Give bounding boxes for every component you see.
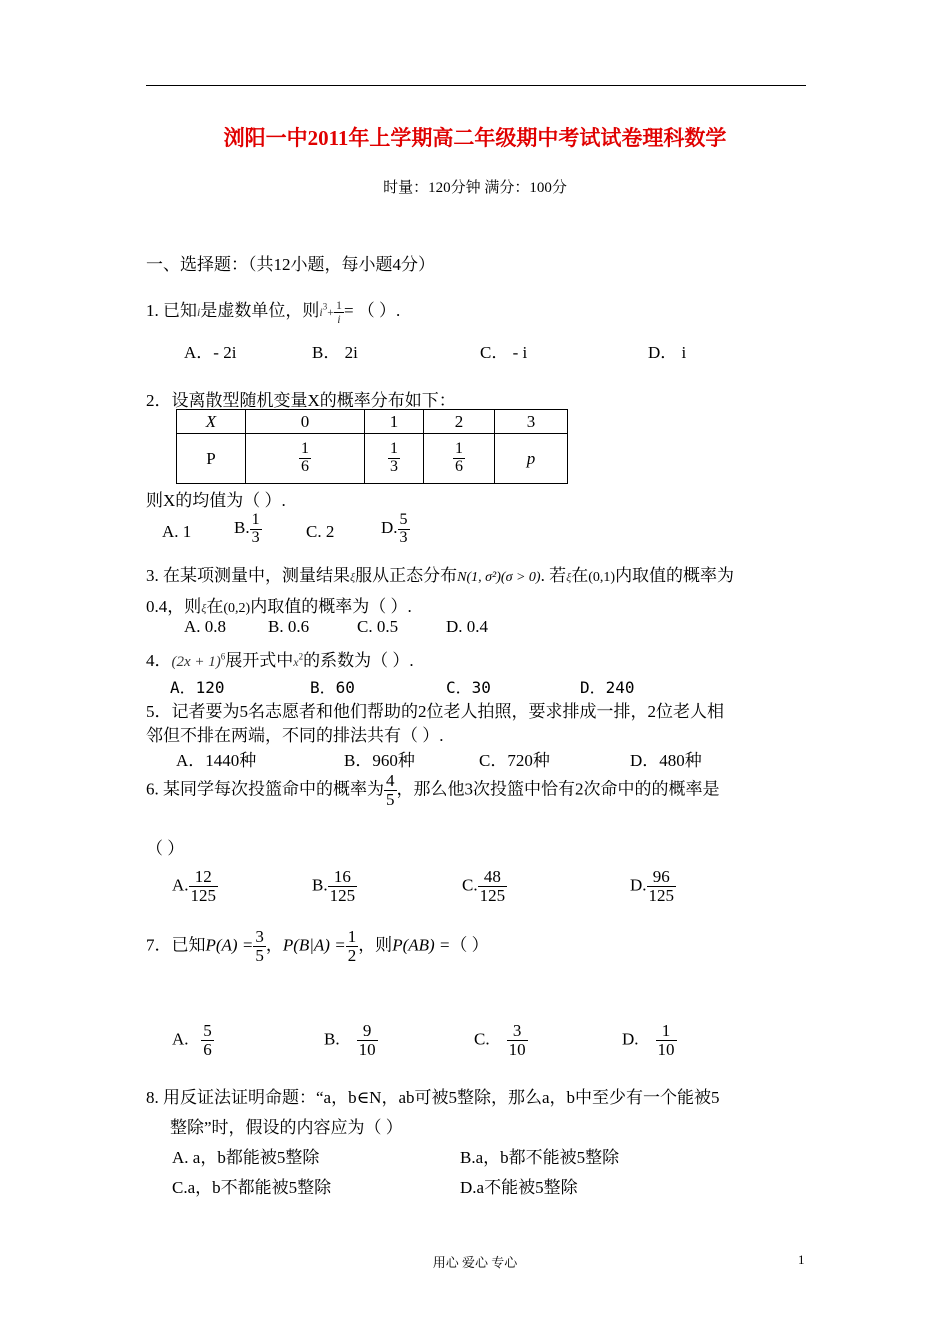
table-cell: p — [495, 434, 568, 484]
q3-option-d[interactable]: D. 0.4 — [446, 617, 489, 636]
q6-prefix: 6. 某同学每次投篮命中的概率为 — [146, 779, 384, 799]
q2-b-num: 1 — [251, 511, 260, 528]
q1-expr-exp: 3 — [322, 301, 328, 312]
xi-symbol: ξ — [566, 570, 572, 584]
option-label: B. — [312, 875, 328, 895]
q3-text: 0.4，则 — [146, 597, 202, 616]
option-num: 12 — [194, 867, 212, 886]
q8-option-d[interactable]: D.a不能被5整除 — [460, 1178, 578, 1197]
q6-option-d[interactable] — [630, 868, 676, 905]
table-cell — [424, 434, 495, 484]
page-number: 1 — [798, 1252, 805, 1267]
q5-option-d[interactable]: D．480种 — [630, 751, 702, 770]
section-heading: 一、选择题：（共12小题，每小题4分） — [146, 255, 435, 274]
question-4 — [146, 646, 414, 671]
q6-den: 5 — [386, 789, 395, 809]
table-header-cell: 3 — [495, 410, 568, 434]
q1-frac-den: i — [334, 312, 344, 326]
question-8-line-1: 8. 用反证法证明命题：“a，b∈N，ab可被5整除，那么a，b中至少有一个能被5 — [146, 1088, 720, 1107]
option-label: D. — [622, 1029, 639, 1049]
q7-pba-num: 1 — [347, 927, 357, 946]
footer-motto: 用心 爱心 专心 — [432, 1255, 518, 1270]
q4-option-a[interactable]: A．120 — [170, 678, 225, 697]
table-cell — [246, 434, 365, 484]
xi-symbol: ξ — [201, 601, 207, 615]
option-den: 10 — [657, 1039, 675, 1059]
q8-option-a[interactable]: A. a，b都能被5整除 — [172, 1148, 320, 1167]
q3-option-a[interactable]: A. 0.8 — [184, 617, 227, 636]
q1-mid: 是虚数单位，则 — [200, 301, 320, 320]
q2-option-d[interactable] — [381, 512, 410, 547]
question-5-line-1: 5．记者要为5名志愿者和他们帮助的2位老人拍照，要求排成一排，2位老人相 — [146, 702, 724, 721]
question-7 — [146, 928, 489, 965]
option-den: 10 — [358, 1039, 376, 1059]
q5-option-c[interactable]: C．720种 — [479, 751, 550, 770]
interval-0-1: (0,1) — [588, 570, 616, 585]
option-num: 16 — [333, 867, 351, 886]
q5-option-b[interactable]: B．960种 — [344, 751, 415, 770]
option-num: 3 — [512, 1021, 522, 1040]
option-den: 125 — [479, 885, 506, 905]
option-den: 10 — [508, 1039, 526, 1059]
q3-text: 在 — [206, 597, 224, 616]
q6-option-c[interactable] — [462, 868, 507, 905]
q4-option-d[interactable]: D．240 — [580, 678, 635, 697]
q7-pab: P(AB) = — [392, 935, 451, 955]
q6-suffix: ，那么他3次投篮中恰有2次命中的的概率是 — [396, 779, 720, 799]
table-header-cell: 0 — [246, 410, 365, 434]
prob-num: 1 — [390, 440, 398, 458]
q2-option-a[interactable]: A. 1 — [162, 522, 192, 541]
q6-num: 4 — [386, 771, 395, 790]
q6-option-b[interactable] — [312, 868, 357, 905]
table-header-cell: 1 — [365, 410, 424, 434]
q4-term-exponent: 2 — [298, 651, 304, 662]
question-3-line-1 — [146, 561, 734, 586]
table-header-cell: X — [177, 410, 246, 434]
q3-text: 3. 在某项测量中，测量结果 — [146, 566, 350, 585]
q7-pa-den: 5 — [255, 945, 264, 965]
question-1 — [146, 296, 400, 325]
option-num: 96 — [652, 867, 670, 886]
q4-option-b[interactable]: B．60 — [310, 678, 355, 697]
question-8-line-2: 整除”时，假设的内容应为（ ） — [170, 1118, 403, 1137]
q3-text: . 若 — [540, 566, 567, 585]
q2-d-num: 5 — [399, 511, 408, 528]
option-den: 125 — [190, 885, 217, 905]
table-header-row — [177, 410, 568, 434]
q3-option-c[interactable]: C. 0.5 — [357, 617, 399, 636]
option-label: B. — [324, 1029, 340, 1049]
q2-d-den: 3 — [399, 528, 408, 546]
q4-expression: (2x + 1) — [171, 654, 221, 670]
q4-prefix: 4． — [146, 651, 172, 670]
q2-after: 则X的均值为（ ）. — [146, 491, 286, 510]
q7-pba: P(B|A) = — [282, 935, 346, 955]
q6-option-a[interactable] — [172, 868, 218, 905]
q2-option-d-label: D. — [381, 518, 398, 538]
q7-pa: P(A) = — [205, 935, 254, 955]
option-den: 6 — [203, 1039, 212, 1059]
q7-option-c[interactable] — [474, 1022, 528, 1059]
exam-info: 时量：120分钟 满分：100分 — [383, 180, 567, 196]
option-label: C. — [474, 1029, 490, 1049]
q1-option-a[interactable]: A．- 2i — [184, 343, 237, 362]
q7-sep: ， — [265, 935, 283, 955]
table-row — [177, 434, 568, 484]
q7-then: ，则 — [358, 935, 393, 955]
q1-frac-num: 1 — [335, 298, 342, 312]
q1-var-i: i — [197, 305, 201, 319]
q3-text: 内取值的概率为 — [615, 566, 735, 585]
option-num: 1 — [661, 1021, 671, 1040]
q1-option-b[interactable]: B． 2i — [312, 343, 358, 362]
q2-b-den: 3 — [251, 528, 260, 546]
option-label: A. — [172, 875, 189, 895]
question-2: 2．设离散型随机变量X的概率分布如下： — [146, 391, 456, 410]
q3-text: 服从正态分布 — [355, 566, 458, 585]
option-label: A. — [172, 1029, 189, 1049]
prob-den: 6 — [301, 458, 309, 475]
option-den: 125 — [648, 885, 675, 905]
q5-option-a[interactable]: A．1440种 — [176, 751, 257, 770]
option-den: 125 — [329, 885, 356, 905]
q7-pa-num: 3 — [255, 927, 264, 946]
q7-option-b[interactable] — [324, 1022, 378, 1059]
prob-num: 1 — [455, 440, 463, 458]
q8-option-b[interactable]: B.a，b都不能被5整除 — [460, 1148, 620, 1167]
q4-term: x — [293, 655, 299, 669]
prob-den: 3 — [390, 458, 398, 475]
q1-suffix: = （ ）. — [343, 301, 401, 320]
q4-suffix: 的系数为（ ）. — [303, 651, 414, 670]
q1-plus: + — [327, 305, 334, 319]
question-6 — [146, 772, 720, 809]
q4-mid: 展开式中 — [225, 651, 294, 670]
distribution-table — [176, 409, 568, 484]
option-num: 48 — [483, 867, 501, 886]
header-rule — [146, 85, 806, 86]
normal-distribution: N(1, σ²)(σ > 0) — [457, 570, 541, 585]
table-header-cell: 2 — [424, 410, 495, 434]
q1-option-c[interactable]: C． - i — [480, 343, 528, 362]
table-cell — [365, 434, 424, 484]
q7-prefix: 7．已知 — [146, 935, 206, 955]
option-label: D. — [630, 875, 647, 895]
q7-pba-den: 2 — [347, 945, 357, 965]
q4-exponent: 6 — [220, 651, 226, 662]
q4-option-c[interactable]: C．30 — [446, 678, 491, 697]
q3-option-b[interactable]: B. 0.6 — [268, 617, 310, 636]
page-title: 浏阳一中2011年上学期高二年级期中考试试卷理科数学 — [223, 126, 727, 150]
q2-option-b[interactable] — [234, 512, 262, 547]
q3-text: 在 — [571, 566, 589, 585]
prob-num: 1 — [301, 440, 309, 458]
q8-option-c[interactable]: C.a，b不都能被5整除 — [172, 1178, 332, 1197]
q2-option-c[interactable]: C. 2 — [306, 522, 335, 541]
prob-den: 6 — [455, 458, 463, 475]
q7-option-a[interactable] — [172, 1022, 214, 1059]
table-row-label: P — [177, 434, 246, 484]
xi-symbol: ξ — [350, 570, 356, 584]
option-num: 9 — [362, 1021, 372, 1040]
option-label: C. — [462, 875, 478, 895]
question-5-line-2: 邻但不排在两端，不同的排法共有（ ）. — [146, 726, 444, 745]
option-num: 5 — [203, 1021, 212, 1040]
question-3-line-2 — [146, 592, 412, 617]
q7-option-d[interactable] — [622, 1022, 677, 1059]
q1-expr-base: i — [319, 305, 323, 319]
interval-0-2: (0,2) — [223, 601, 251, 616]
q7-paren: （ ） — [450, 935, 489, 955]
q6-answer-paren: （ ） — [146, 839, 185, 858]
q1-fraction — [334, 299, 344, 325]
q1-option-d[interactable]: D． i — [648, 343, 687, 362]
q3-text: 内取值的概率为（ ）. — [250, 597, 412, 616]
q1-prefix: 1. 已知 — [146, 301, 197, 320]
q2-option-b-label: B. — [234, 518, 250, 538]
